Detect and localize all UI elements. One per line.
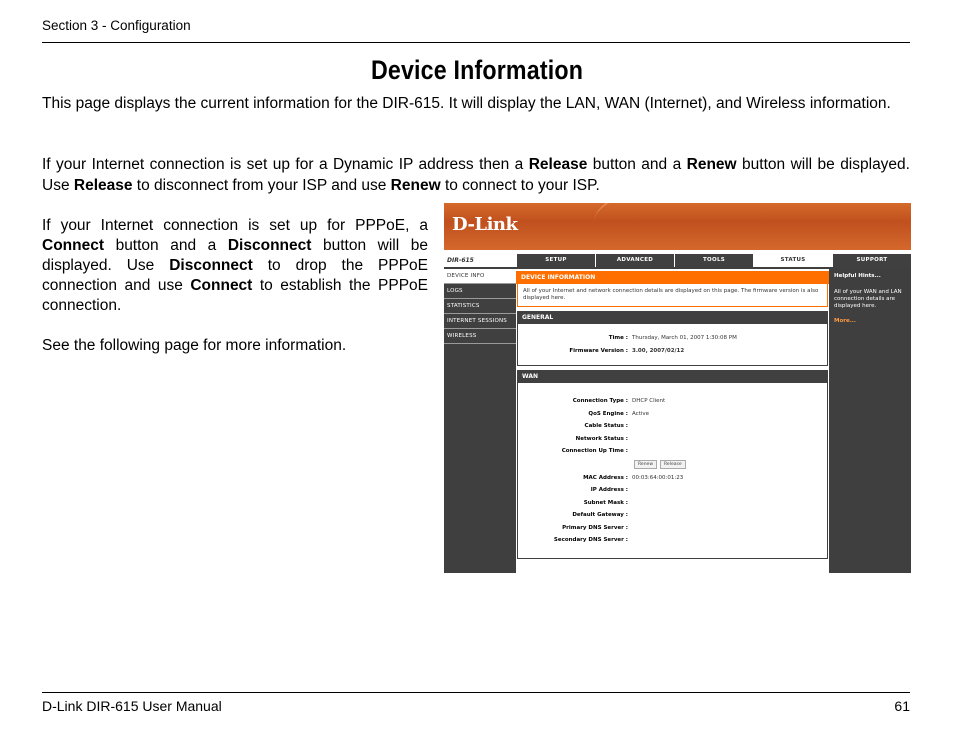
banner-swoosh — [594, 203, 911, 250]
sidebar-item-device-info[interactable]: DEVICE INFO — [444, 269, 516, 284]
text-run: If your Internet connection is set up for a Dynamic IP address then a — [42, 156, 529, 173]
intro-paragraph: This page displays the current information for the DIR-615. It will display the LAN, WAN (Internet), and Wireless information. — [42, 95, 891, 112]
helpful-hints-panel — [831, 269, 911, 573]
tab-advanced[interactable]: ADVANCED — [595, 254, 674, 267]
wan-box — [517, 370, 828, 559]
more-link[interactable]: More... — [834, 318, 856, 324]
info-row — [518, 433, 827, 446]
row-label: Connection Type : — [572, 398, 628, 405]
row-label: Cable Status : — [584, 423, 628, 430]
info-row — [518, 395, 827, 408]
pppoe-paragraph — [42, 216, 428, 316]
sidebar-item-wireless[interactable]: WIRELESS — [444, 329, 516, 344]
wan-buttons — [518, 458, 827, 472]
row-value: Active — [632, 410, 650, 417]
disconnect-term: Disconnect — [169, 257, 253, 274]
page-title: Device Information — [370, 55, 584, 85]
sidebar-item-statistics[interactable]: STATISTICS — [444, 299, 516, 314]
router-sidebar — [444, 269, 516, 573]
text-run: button will be displayed. Use — [42, 156, 910, 194]
info-row — [518, 345, 827, 358]
text-run: button and a — [104, 237, 228, 254]
connect-term: Connect — [42, 237, 104, 254]
general-heading: GENERAL — [518, 312, 827, 324]
device-info-heading: DEVICE INFORMATION — [516, 271, 829, 284]
text-run: button will be displayed. Use — [42, 237, 428, 274]
device-info-text: All of your Internet and network connection details are displayed on this page. The firmware version is also displayed here. — [523, 288, 819, 301]
see-following-paragraph: See the following page for more information. — [42, 337, 347, 354]
dlink-banner — [444, 203, 911, 250]
text-run: to connect to your ISP. — [440, 176, 600, 194]
footer-rule — [42, 692, 910, 693]
row-label: Default Gateway : — [572, 512, 628, 519]
help-title: Helpful Hints... — [834, 273, 881, 279]
device-info-box — [517, 284, 828, 307]
page-number: 61 — [894, 698, 910, 714]
text-run: to disconnect from your ISP and use — [132, 176, 391, 194]
row-label: Subnet Mask : — [583, 499, 628, 506]
tab-tools[interactable]: TOOLS — [674, 254, 753, 267]
row-value: 3.00, 2007/02/12 — [632, 347, 685, 354]
model-label: DIR-615 — [444, 254, 516, 267]
info-row — [518, 332, 827, 345]
info-row — [518, 497, 827, 510]
section-header: Section 3 - Configuration — [42, 18, 191, 33]
release-button[interactable]: Release — [660, 460, 686, 469]
row-value: 00:03:64:00:01:23 — [632, 474, 684, 481]
row-label: MAC Address : — [583, 474, 628, 481]
renew-term: Renew — [686, 156, 737, 173]
info-row — [518, 472, 827, 485]
general-box — [517, 311, 828, 366]
wan-heading: WAN — [518, 371, 827, 383]
router-screenshot — [444, 203, 911, 573]
router-tabs — [516, 254, 911, 267]
router-main — [516, 269, 829, 573]
text-run: If your Internet connection is set up for PPPoE, a — [42, 217, 428, 234]
release-term: Release — [528, 156, 588, 173]
row-label: Network Status : — [575, 435, 628, 442]
text-run: button and a — [587, 156, 687, 173]
row-value: Thursday, March 01, 2007 1:30:08 PM — [632, 335, 737, 342]
row-label: QoS Engine : — [588, 410, 628, 417]
row-label: Secondary DNS Server : — [553, 537, 628, 544]
tab-status[interactable]: STATUS — [753, 254, 832, 267]
text-run: to establish the PPPoE connection. — [42, 277, 428, 314]
release-term: Release — [73, 176, 133, 194]
connect-term: Connect — [190, 277, 253, 294]
row-label: Connection Up Time : — [561, 448, 628, 455]
sidebar-item-logs[interactable]: LOGS — [444, 284, 516, 299]
dlink-logo: D-Link — [452, 214, 518, 235]
help-text: All of your WAN and LAN connection details are displayed here. — [834, 289, 902, 309]
tab-support[interactable]: SUPPORT — [832, 254, 911, 267]
sidebar-item-internet-sessions[interactable]: INTERNET SESSIONS — [444, 314, 516, 329]
row-label: Primary DNS Server : — [562, 524, 628, 531]
disconnect-term: Disconnect — [227, 237, 312, 254]
row-value: DHCP Client — [632, 398, 666, 405]
row-label: IP Address : — [590, 487, 628, 494]
info-row — [518, 509, 827, 522]
dynamic-ip-paragraph — [42, 155, 910, 196]
tab-setup[interactable]: SETUP — [516, 254, 595, 267]
row-label: Time : — [608, 335, 628, 342]
info-row — [518, 408, 827, 421]
footer-manual-title: D-Link DIR-615 User Manual — [42, 698, 222, 714]
info-row — [518, 420, 827, 433]
info-row — [518, 534, 827, 547]
info-row — [518, 484, 827, 497]
renew-button[interactable]: Renew — [634, 460, 657, 469]
text-run: to drop the PPPoE connection and use — [42, 257, 428, 294]
row-label: Firmware Version : — [569, 347, 628, 354]
header-rule — [42, 42, 910, 43]
renew-term: Renew — [390, 176, 441, 194]
info-row — [518, 445, 827, 458]
info-row — [518, 522, 827, 535]
